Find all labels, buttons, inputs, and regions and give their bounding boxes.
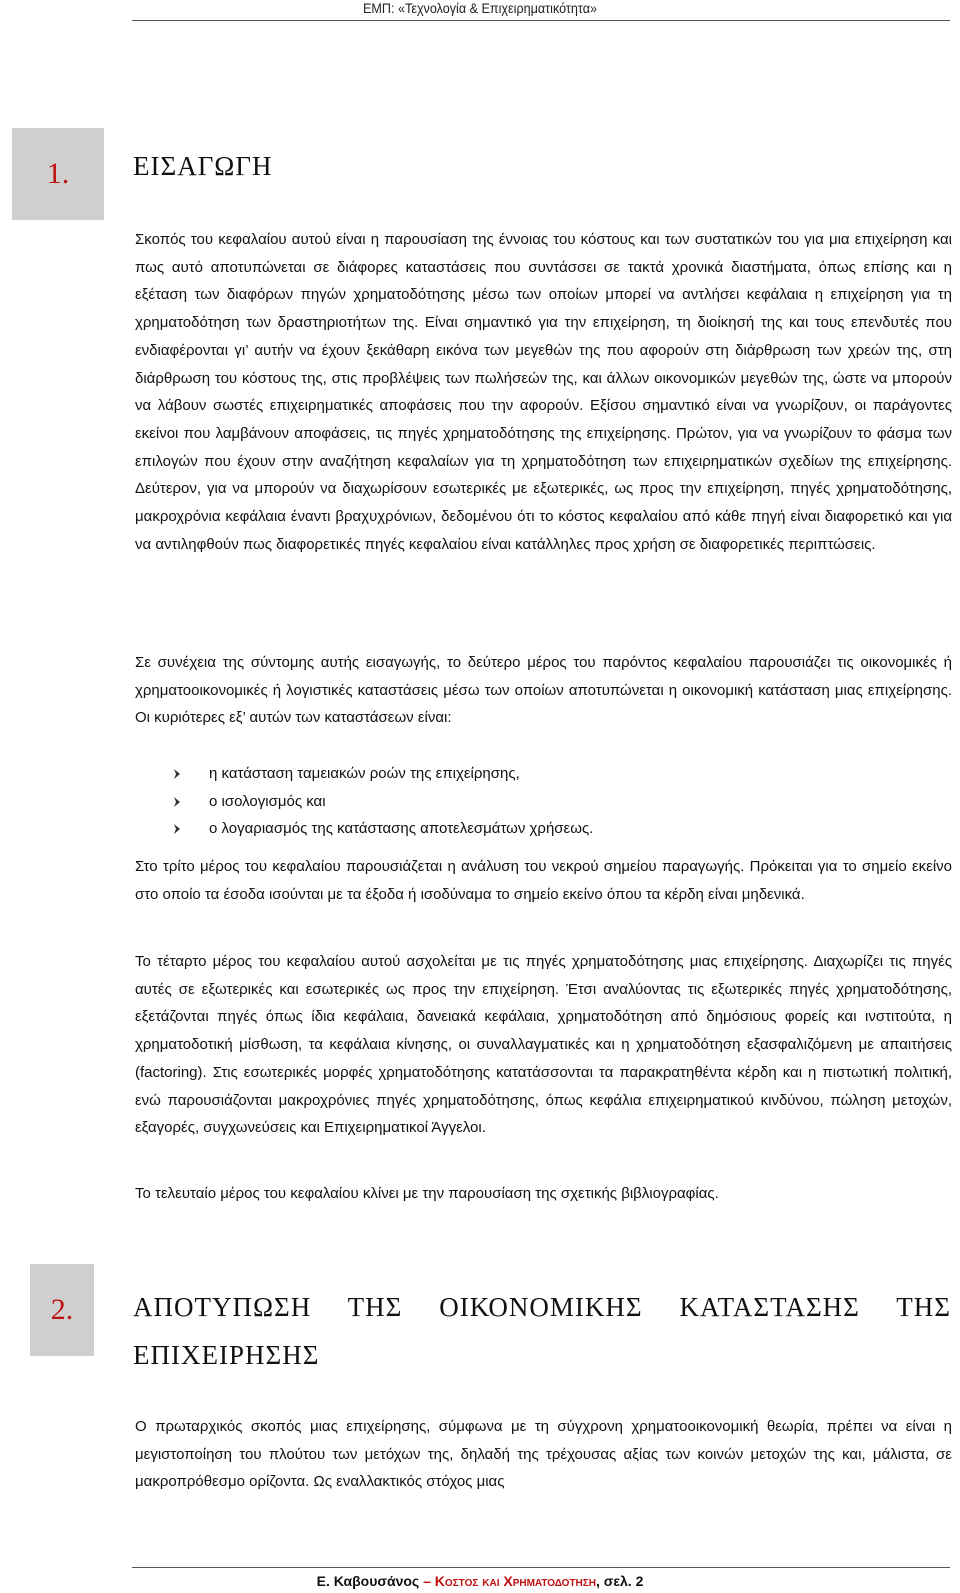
section-1-paragraph-2: Σε συνέχεια της σύντομης αυτής εισαγωγής, το δεύτερο μέρος του παρόντος κεφαλαίου παρουσιάζει τις οικονομικές ή χρηματοοικονομικές ή λογιστικές καταστάσεις μέσω των οποίων αποτυπώνεται η οικονομική κατάσταση μιας επιχείρησης. Οι κυριότερες εξ’ αυτών των καταστάσεων είναι: <box>135 654 952 727</box>
list-item-text: ο λογαριασμός της κατάστασης αποτελεσμάτων χρήσεως. <box>209 820 594 838</box>
list-item <box>135 815 952 843</box>
list-item <box>135 788 952 816</box>
section-1-paragraph-4: Το τέταρτο μέρος του κεφαλαίου αυτού ασχολείται με τις πηγές χρηματοδότησης μιας επιχείρησης. Διαχωρίζει τις πηγές αυτές σε εξωτερικές και εσωτερικές ως προς την επιχείρηση. Έτσι αναλύοντας τις εξωτερικές πηγές χρηματοδότησης, εξετάζονται πηγές όπως ίδια κεφάλαια, δανειακά κεφάλαια, χρηματοδότηση από δημόσιους φορείς και ινστιτούτα, η χρηματοδοτική μίσθωση, τα κεφάλαια κίνησης, οι συναλλαγματικές και η χρηματοδότηση εξασφαλιζόμενη με απαιτήσεις (factoring). Στις εσωτερικές μορφές χρηματοδότησης κατατάσσονται τα παρακρατηθέντα κέρδη και η πιστωτική πολιτική, ενώ παρουσιάζονται μακροχρόνιες πηγές χρηματοδότησης, όπως κεφάλια επιχειρηματικού κινδύνου, πώληση μετοχών, εξαγορές, συγχωνεύσεις και Επιχειρηματικοί Άγγελοι. <box>135 953 952 1137</box>
arrow-bullet-icon <box>172 796 182 808</box>
footer-author: Ε. Καβουσάνος <box>316 1573 420 1589</box>
list-item-text: η κατάσταση ταμειακών ροών της επιχείρησης, <box>209 765 520 782</box>
footer-title: Κοστος και Χρηματοδοτηση <box>434 1573 597 1589</box>
section-2-paragraph-1: Ο πρωταρχικός σκοπός μιας επιχείρησης, σύμφωνα με τη σύγχρονη χρηματοοικονομική θεωρία, πρέπει να είναι η μεγιστοποίηση του πλούτου των μετόχων της, δηλαδή της τρέχουσας αξίας των κοινών μετοχών της και, μάλιστα, σε μακροπρόθεσμο ορίζοντα. Ως εναλλακτικός στόχος μιας <box>135 1418 952 1491</box>
footer-dash: – <box>423 1573 431 1589</box>
running-header: ΕΜΠ: «Τεχνολογία & Επιχειρηματικότητα» <box>363 0 597 16</box>
arrow-bullet-icon <box>172 768 182 780</box>
list-item-text: ο ισολογισμός και <box>209 792 326 810</box>
section-1-title: ΕΙΣΑΓΩΓΗ <box>133 151 273 181</box>
footer-rule <box>132 1567 950 1568</box>
running-footer <box>0 1573 960 1589</box>
section-1-number: 1. <box>12 128 104 220</box>
arrow-bullet-icon <box>172 823 182 835</box>
section-2-title-line-1: ΑΠΟΤΥΠΩΣΗ ΤΗΣ ΟΙΚΟΝΟΜΙΚΗΣ ΚΑΤΑΣΤΑΣΗΣ ΤΗΣ <box>133 1292 951 1322</box>
section-2-number: 2. <box>30 1264 94 1356</box>
section-1-paragraph-5: Το τελευταίο μέρος του κεφαλαίου κλίνει με την παρουσίαση της σχετικής βιβλιογραφίας. <box>135 1185 719 1202</box>
section-1-paragraph-1: Σκοπός του κεφαλαίου αυτού είναι η παρουσίαση της έννοιας του κόστους και των συστατικών του για μια επιχείρηση και πως αυτό αποτυπώνεται σε διάφορες καταστάσεις που συντάσσει σε τακτά χρονικά διαστήματα, όπως επίσης και η εξέταση των διαφόρων πηγών χρηματοδότησης μέσω των οποίων μπορεί να αντλήσει κεφάλαια η επιχείρηση για τη χρηματοδότηση των δραστηριοτήτων της. Είναι σημαντικό για την επιχείρηση, τη διοίκησή της και τους επενδυτές που ενδιαφέρονται γι’ αυτήν να έχουν ξεκάθαρη εικόνα των μεγεθών της που αφορούν στη διάρθρωση των χρεών της, στη διάρθρωση του κόστους της, στις προβλέψεις των πωλήσεών της, και άλλων οικονομικών μεγεθών της, ώστε να μπορούν να λάβουν σωστές επιχειρηματικές αποφάσεις που την αφορούν. Εξίσου σημαντικό είναι να γνωρίζουν, οι παράγοντες εκείνοι που λαμβάνουν αποφάσεις, τις πηγές χρηματοδότησης της επιχείρησης. Πρώτον, για να γνωρίζουν το φάσμα των επιλογών που έχουν στην αναζήτηση κεφαλαίων για τη χρηματοδότηση των επιχειρηματικών σχεδίων της επιχείρησης. Δεύτερον, για να μπορούν να διαχωρίσουν εσωτερικές με εξωτερικές, ως προς την επιχείρηση, πηγές χρηματοδότησης, μακροχρόνια κεφάλαια έναντι βραχυχρόνιων, δεδομένου ότι το κόστος κεφαλαίου από κάθε πηγή είναι διαφορετικό και για να αντιληφθούν πως διαφορετικές πηγές κεφαλαίου είναι κατάλληλες προς χρήση σε διαφορετικές περιπτώσεις. <box>135 231 952 553</box>
header-rule <box>132 20 950 21</box>
section-1-paragraph-3: Στο τρίτο μέρος του κεφαλαίου παρουσιάζεται η ανάλυση του νεκρού σημείου παραγωγής. Πρόκειται για το σημείο εκείνο στο οποίο τα έσοδα ισούνται με τα έξοδα ή ισοδύναμα το σημείο εκείνο όπου τα κέρδη είναι μηδενικά. <box>135 858 952 903</box>
section-2-title-line-2: ΕΠΙΧΕΙΡΗΣΗΣ <box>133 1340 320 1370</box>
list-item <box>135 760 952 788</box>
footer-page-number: , σελ. 2 <box>596 1573 644 1589</box>
statements-list <box>135 760 952 843</box>
